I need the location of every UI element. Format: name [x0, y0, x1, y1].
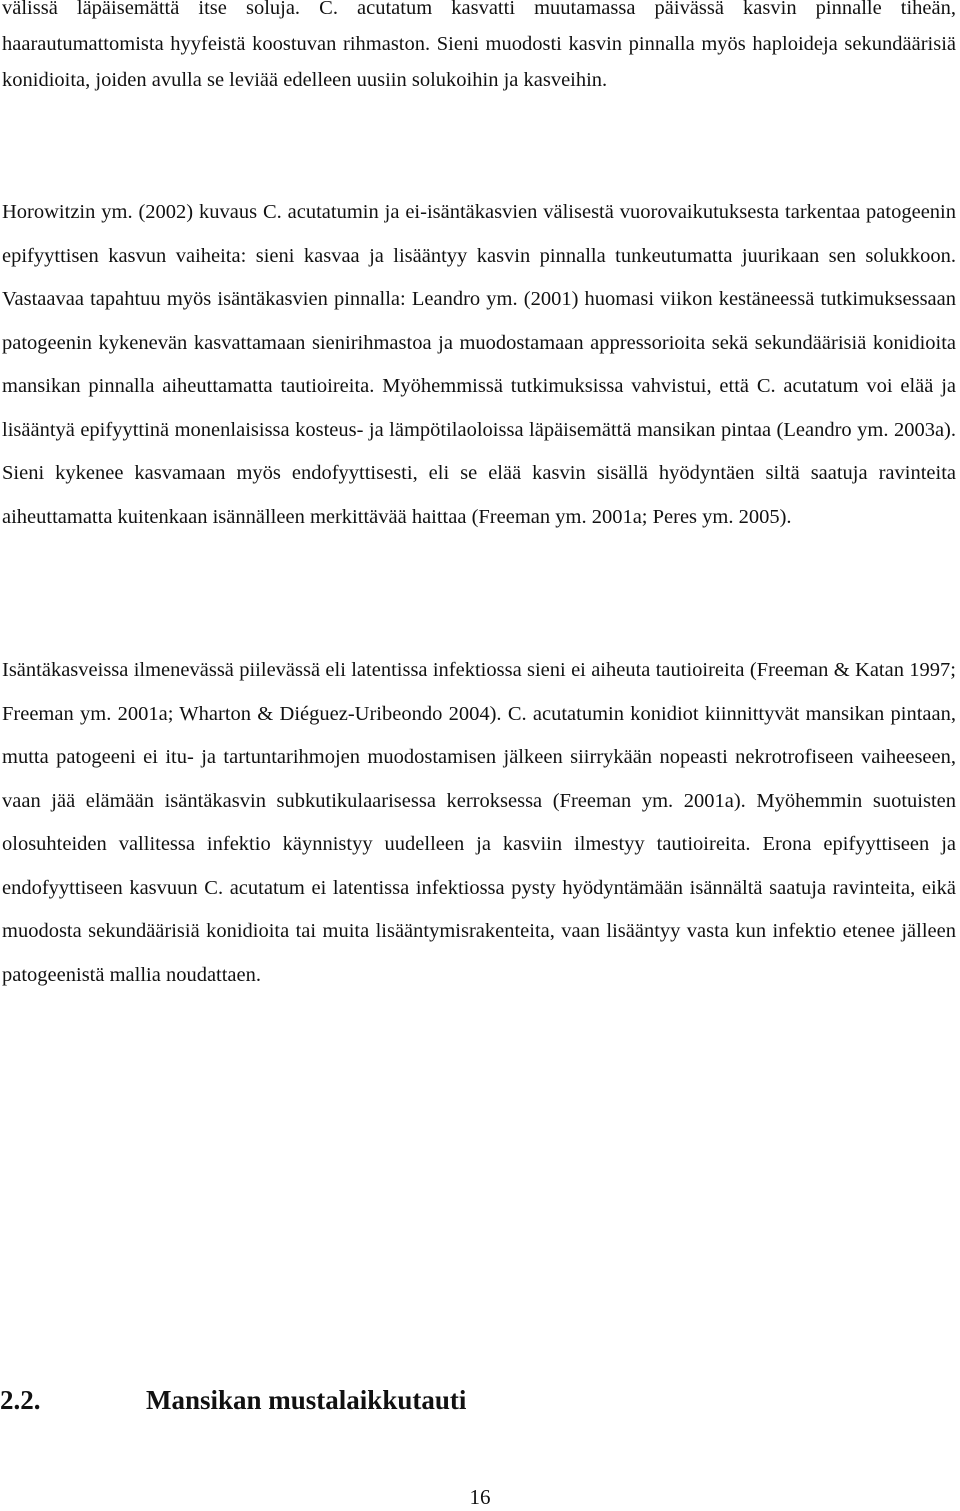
- page-number: 16: [469, 1485, 491, 1509]
- section-number: 2.2.: [0, 1385, 41, 1415]
- body-paragraph-2: Horowitzin ym. (2002) kuvaus C. acutatumin ja ei-isäntäkasvien välisestä vuorovaikutuksesta tarkentaa patogeenin epifyyttisen kasvun vaiheita: sieni kasvaa ja lisääntyy kasvin pinnalla tunkeutumatta juurikaan sen solukkoon. Vastaavaa tapahtuu myös isäntäkasvien pinnalla: Leandro ym. (2001) huomasi viikon kestäneessä tutkimuksessaan patogeenin kykenevän kasvattamaan sienirihmastoa ja muodostamaan appressorioita sekä sekundäärisiä konidioita mansikan pinnalla aiheuttamatta tautioireita. Myöhemmissä tutkimuksissa vahvistui, että C. acutatum voi elää ja lisääntyä epifyyttinä monenlaisissa kosteus- ja lämpötilaoloissa läpäisemättä mansikan pintaa (Leandro ym. 2003a). Sieni kykenee kasvamaan myös endofyyttisesti, eli se elää kasvin sisällä hyödyntäen siltä saatuja ravinteita aiheuttamatta kuitenkaan isännälleen merkittävää haittaa (Freeman ym. 2001a; Peres ym. 2005).: [2, 201, 956, 528]
- section-title: Mansikan mustalaikkutauti: [146, 1385, 467, 1415]
- body-paragraph-1: välissä läpäisemättä itse soluja. C. acutatum kasvatti muutamassa päivässä kasvin pinnalle tiheän, haarautumattomista hyyfeistä koostuvan rihmaston. Sieni muodosti kasvin pinnalla myös haploideja sekundäärisiä konidioita, joiden avulla se leviää edelleen uusiin solukoihin ja kasveihin.: [2, 0, 956, 91]
- body-paragraph-3: Isäntäkasveissa ilmenevässä piilevässä eli latentissa infektiossa sieni ei aiheuta tautioireita (Freeman & Katan 1997; Freeman ym. 2001a; Wharton & Diéguez-Uribeondo 2004). C. acutatumin konidiot kiinnittyvät mansikan pintaan, mutta patogeeni ei itu- ja tartuntarihmojen muodostamisen jälkeen siirrykään nopeasti nekrotrofiseen vaiheeseen, vaan jää elämään isäntäkasvin subkutikulaarisessa kerroksessa (Freeman ym. 2001a). Myöhemmin suotuisten olosuhteiden vallitessa infektio käynnistyy uudelleen ja kasviin ilmestyy tautioireita. Erona epifyyttiseen ja endofyyttiseen kasvuun C. acutatum ei latentissa infektiossa pysty hyödyntämään isännältä saatuja ravinteita, eikä muodosta sekundäärisiä konidioita tai muita lisääntymisrakenteita, vaan lisääntyy vasta kun infektio etenee jälleen patogeenistä mallia noudattaen.: [2, 659, 956, 986]
- section-heading: [0, 1385, 466, 1416]
